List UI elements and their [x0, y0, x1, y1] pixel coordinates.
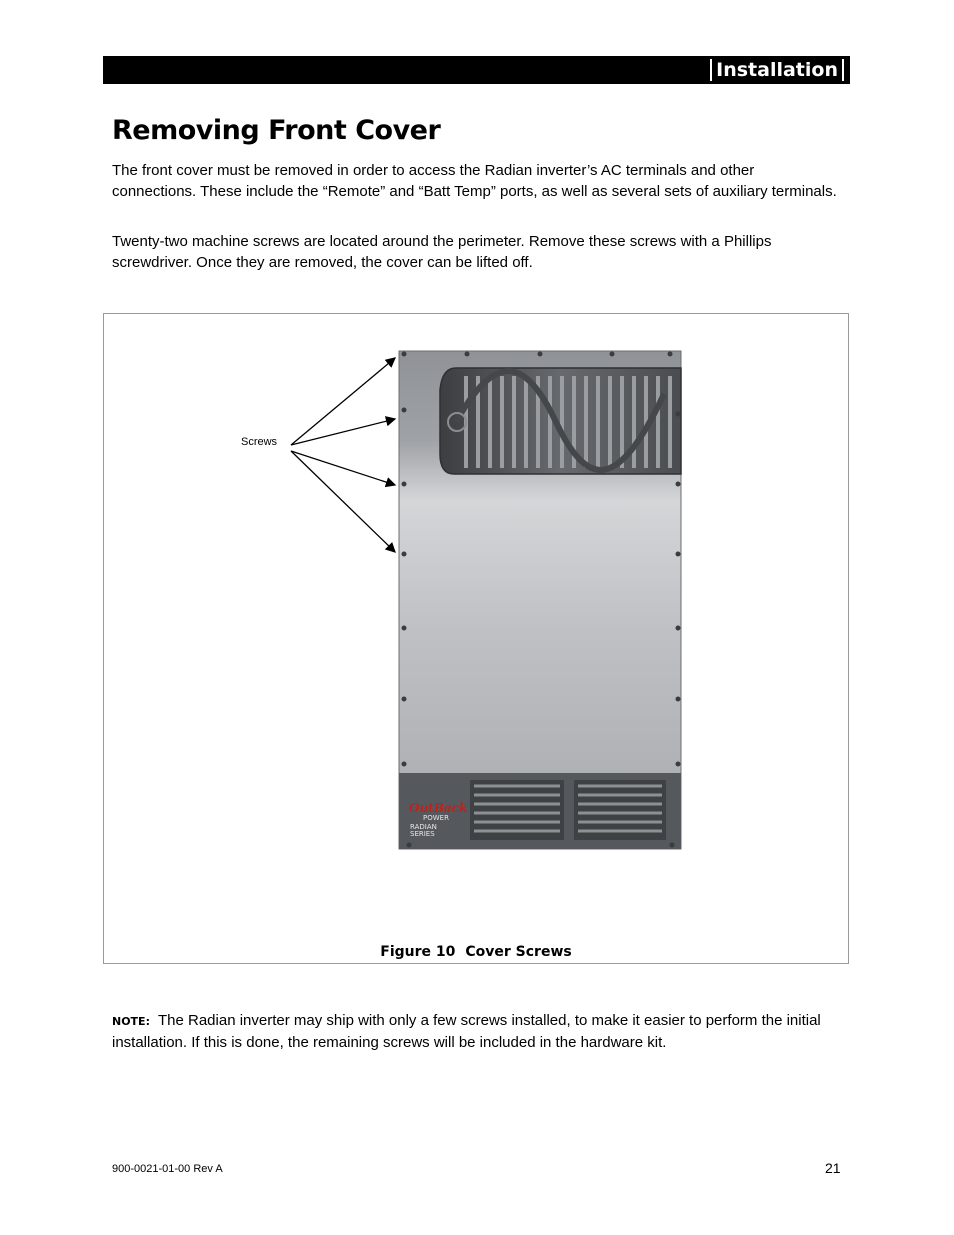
screws-callout-label: Screws — [241, 436, 278, 448]
inverter-photo — [104, 314, 848, 963]
screw — [402, 626, 407, 631]
figure-caption — [104, 944, 848, 960]
top-vent-grille — [440, 368, 681, 474]
intro-paragraph: The front cover must be removed in order to access the Radian inverter’s AC terminals and other connections. These include the “Remote” and “Batt Temp” ports, as well as several sets of auxiliary terminals. — [112, 162, 837, 200]
screw — [407, 843, 412, 848]
note-label: NOTE: — [112, 1015, 150, 1028]
svg-text:RADIAN: RADIAN — [410, 823, 437, 831]
note-paragraph — [112, 1011, 842, 1053]
screw — [402, 762, 407, 767]
screw — [676, 482, 681, 487]
figure-title: Cover Screws — [465, 944, 572, 960]
screw — [676, 552, 681, 557]
screw — [402, 552, 407, 557]
section-label: Installation — [710, 59, 844, 81]
screw — [538, 352, 543, 357]
page-number: 21 — [825, 1160, 841, 1176]
screw — [676, 762, 681, 767]
svg-text:SERIES: SERIES — [410, 830, 435, 838]
screw — [676, 697, 681, 702]
screw — [676, 626, 681, 631]
screw — [668, 352, 673, 357]
svg-text:POWER: POWER — [423, 814, 449, 822]
screw — [610, 352, 615, 357]
figure-frame — [103, 313, 849, 964]
screw-callout-arrows — [291, 358, 395, 552]
page-title: Removing Front Cover — [112, 115, 441, 146]
screws-paragraph: Twenty-two machine screws are located around the perimeter. Remove these screws with a Phillips screwdriver. Once they are removed, the cover can be lifted off. — [112, 233, 772, 271]
screw — [402, 697, 407, 702]
screw — [676, 412, 681, 417]
screw — [402, 408, 407, 413]
screw — [402, 352, 407, 357]
figure-number: Figure 10 — [380, 944, 456, 960]
screw — [402, 482, 407, 487]
document-number: 900-0021-01-00 Rev A — [112, 1163, 223, 1175]
section-header-bar — [103, 56, 850, 84]
screw — [465, 352, 470, 357]
note-text: The Radian inverter may ship with only a few screws installed, to make it easier to perform the initial installation. If this is done, the remaining screws will be included in the hardware kit. — [112, 1012, 821, 1051]
screw — [670, 843, 675, 848]
svg-text:OutBack: OutBack — [409, 801, 468, 815]
